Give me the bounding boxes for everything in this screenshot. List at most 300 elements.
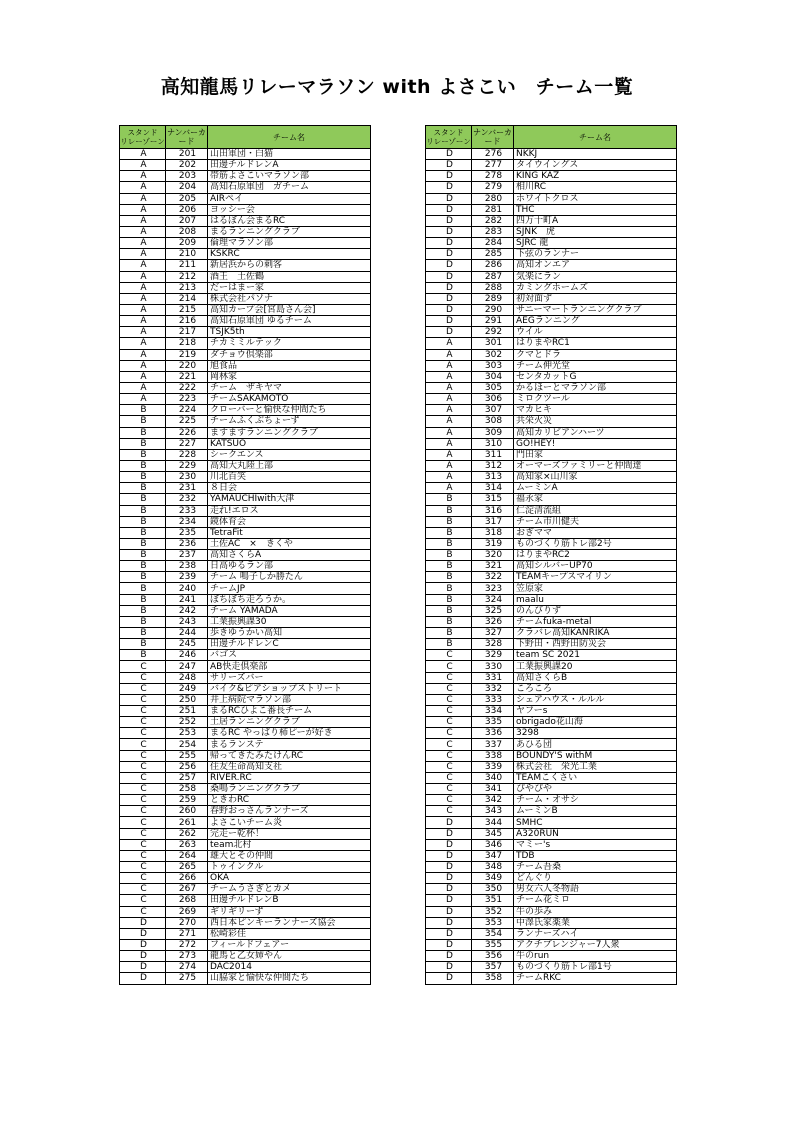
table-row (120, 394, 371, 405)
cell-team: はりまやRC2 (514, 550, 677, 561)
cell-team: 松崎彩佳 (208, 928, 371, 939)
cell-stand: D (426, 906, 472, 917)
cell-stand: B (426, 616, 472, 627)
cell-stand: D (426, 939, 472, 950)
cell-stand: A (120, 204, 166, 215)
cell-team: 3298 (514, 728, 677, 739)
table-row (120, 561, 371, 572)
cell-number: 358 (472, 973, 514, 984)
cell-team: カミングホームズ (514, 282, 677, 293)
cell-stand: C (426, 694, 472, 705)
cell-number: 262 (166, 828, 208, 839)
cell-number: 275 (166, 973, 208, 984)
cell-number: 301 (472, 338, 514, 349)
cell-team: タイウイングス (514, 160, 677, 171)
cell-stand: C (426, 784, 472, 795)
cell-team: 中澤氏家薬業 (514, 917, 677, 928)
cell-team: obrigado花山海 (514, 717, 677, 728)
cell-number: 322 (472, 572, 514, 583)
cell-team: THC (514, 204, 677, 215)
cell-stand: B (120, 583, 166, 594)
cell-number: 213 (166, 282, 208, 293)
cell-number: 239 (166, 572, 208, 583)
cell-number: 309 (472, 427, 514, 438)
cell-stand: C (120, 683, 166, 694)
cell-team: チームうさぎとカメ (208, 884, 371, 895)
cell-team: 岡林家 (208, 371, 371, 382)
cell-stand: A (120, 338, 166, 349)
table-row (426, 817, 677, 828)
cell-team: クラバレ高知KANRIKA (514, 628, 677, 639)
cell-number: 335 (472, 717, 514, 728)
cell-stand: D (426, 293, 472, 304)
cell-stand: C (426, 706, 472, 717)
cell-stand: D (426, 884, 472, 895)
table-row (426, 650, 677, 661)
cell-stand: B (426, 538, 472, 549)
cell-stand: B (120, 505, 166, 516)
cell-team: team北村 (208, 839, 371, 850)
cell-stand: C (120, 839, 166, 850)
cell-number: 276 (472, 149, 514, 160)
table-row (426, 906, 677, 917)
cell-team: 高知石原軍団 ガチーム (208, 182, 371, 193)
cell-stand: B (426, 505, 472, 516)
table-row (426, 204, 677, 215)
cell-number: 253 (166, 728, 208, 739)
column-header-stand: スタンド リレーゾーン (426, 126, 472, 149)
cell-stand: D (426, 193, 472, 204)
table-row (120, 304, 371, 315)
table-row (120, 182, 371, 193)
column-header-stand: スタンド リレーゾーン (120, 126, 166, 149)
cell-team: まるランステ (208, 739, 371, 750)
cell-team: 門田家 (514, 449, 677, 460)
cell-number: 216 (166, 316, 208, 327)
cell-number: 340 (472, 772, 514, 783)
cell-stand: A (426, 438, 472, 449)
cell-team: 気楽にラン (514, 271, 677, 282)
cell-number: 305 (472, 382, 514, 393)
cell-number: 237 (166, 550, 208, 561)
table-row (120, 884, 371, 895)
cell-number: 328 (472, 639, 514, 650)
table-row (120, 639, 371, 650)
table-row (426, 271, 677, 282)
cell-number: 263 (166, 839, 208, 850)
table-row (426, 394, 677, 405)
cell-team: チームふくぶちょーず (208, 416, 371, 427)
cell-team: GO!HEY! (514, 438, 677, 449)
cell-team: 田邊チルドレンC (208, 639, 371, 650)
page-title: 高知龍馬リレーマラソン with よさこい チーム一覧 (160, 76, 634, 98)
cell-stand: A (120, 215, 166, 226)
cell-team: はるぼん会まるRC (208, 215, 371, 226)
cell-stand: C (120, 750, 166, 761)
cell-stand: B (120, 527, 166, 538)
cell-stand: B (120, 483, 166, 494)
cell-stand: C (120, 884, 166, 895)
cell-number: 233 (166, 505, 208, 516)
table-row (426, 182, 677, 193)
table-row (120, 416, 371, 427)
table-row (120, 338, 371, 349)
cell-number: 229 (166, 460, 208, 471)
table-row (120, 360, 371, 371)
cell-team: 土居ランニングクラブ (208, 717, 371, 728)
cell-number: 343 (472, 806, 514, 817)
table-row (426, 371, 677, 382)
cell-number: 271 (166, 928, 208, 939)
cell-stand: C (426, 683, 472, 694)
table-row (120, 728, 371, 739)
cell-number: 310 (472, 438, 514, 449)
cell-number: 330 (472, 661, 514, 672)
cell-team: 牛のrun (514, 951, 677, 962)
cell-number: 236 (166, 538, 208, 549)
cell-stand: C (426, 672, 472, 683)
cell-team: 株式会社パソナ (208, 293, 371, 304)
table-row (120, 405, 371, 416)
cell-number: 354 (472, 928, 514, 939)
cell-team: 歩きゆうかい高知 (208, 628, 371, 639)
table-row (426, 505, 677, 516)
cell-stand: C (120, 806, 166, 817)
cell-number: 336 (472, 728, 514, 739)
table-row (120, 382, 371, 393)
table-row (426, 795, 677, 806)
table-row (120, 784, 371, 795)
cell-team: 株式会社 栄光工業 (514, 761, 677, 772)
table-row (120, 583, 371, 594)
table-row (120, 238, 371, 249)
cell-team: SJNK 虎 (514, 226, 677, 237)
table-row (426, 973, 677, 984)
cell-number: 353 (472, 917, 514, 928)
cell-stand: A (120, 293, 166, 304)
table-row (120, 538, 371, 549)
team-table-right (425, 125, 677, 985)
cell-stand: A (120, 160, 166, 171)
table-row (426, 917, 677, 928)
table-row (426, 672, 677, 683)
cell-number: 288 (472, 282, 514, 293)
cell-team: チーム ザキヤマ (208, 382, 371, 393)
cell-team: OKA (208, 873, 371, 884)
cell-team: ヨッシー会 (208, 204, 371, 215)
cell-stand: B (120, 416, 166, 427)
cell-team: 日高ゆるラン部 (208, 561, 371, 572)
cell-stand: C (120, 850, 166, 861)
cell-stand: C (120, 817, 166, 828)
table-row (120, 449, 371, 460)
cell-number: 289 (472, 293, 514, 304)
cell-number: 284 (472, 238, 514, 249)
cell-stand: B (120, 572, 166, 583)
cell-team: 山脇家と愉快な仲間たち (208, 973, 371, 984)
cell-team: ランナーズハイ (514, 928, 677, 939)
table-row (426, 193, 677, 204)
cell-number: 314 (472, 483, 514, 494)
cell-team: 高知カリビアンハーツ (514, 427, 677, 438)
cell-stand: B (120, 472, 166, 483)
cell-number: 204 (166, 182, 208, 193)
cell-team: KATSUO (208, 438, 371, 449)
table-row (426, 438, 677, 449)
cell-number: 316 (472, 505, 514, 516)
cell-stand: D (426, 160, 472, 171)
cell-number: 291 (472, 316, 514, 327)
table-row (426, 483, 677, 494)
table-row (120, 160, 371, 171)
cell-team: KING KAZ (514, 171, 677, 182)
table-row (426, 149, 677, 160)
cell-team: RIVER.RC (208, 772, 371, 783)
table-row (426, 706, 677, 717)
table-row (426, 472, 677, 483)
cell-stand: B (120, 561, 166, 572)
cell-stand: C (120, 828, 166, 839)
cell-stand: B (120, 438, 166, 449)
cell-team: AB快走倶楽部 (208, 661, 371, 672)
cell-number: 333 (472, 694, 514, 705)
cell-team: 井上病院マラソン部 (208, 694, 371, 705)
table-row (426, 583, 677, 594)
table-row (120, 917, 371, 928)
table-row (120, 282, 371, 293)
cell-number: 281 (472, 204, 514, 215)
cell-stand: C (426, 717, 472, 728)
cell-number: 202 (166, 160, 208, 171)
cell-stand: C (426, 806, 472, 817)
table-row (120, 906, 371, 917)
cell-team: ミロクツール (514, 394, 677, 405)
cell-team: チームSAKAMOTO (208, 394, 371, 405)
table-row (120, 204, 371, 215)
cell-team: かるほーとマラソン部 (514, 382, 677, 393)
table-row (426, 962, 677, 973)
cell-team: ギリギリーず (208, 906, 371, 917)
cell-stand: A (120, 260, 166, 271)
cell-number: 331 (472, 672, 514, 683)
table-row (426, 850, 677, 861)
table-row (426, 561, 677, 572)
cell-number: 273 (166, 951, 208, 962)
cell-number: 313 (472, 472, 514, 483)
cell-stand: A (120, 149, 166, 160)
cell-number: 244 (166, 628, 208, 639)
cell-number: 255 (166, 750, 208, 761)
cell-stand: C (426, 795, 472, 806)
cell-team: 初対面ず (514, 293, 677, 304)
table-row (120, 706, 371, 717)
table-row (120, 672, 371, 683)
cell-team: ますますランニングクラブ (208, 427, 371, 438)
table-row (426, 951, 677, 962)
table-row (426, 160, 677, 171)
cell-stand: A (426, 416, 472, 427)
column-header-team: チーム名 (514, 126, 677, 149)
table-row (120, 527, 371, 538)
table-row (426, 494, 677, 505)
cell-stand: A (426, 394, 472, 405)
cell-stand: C (426, 750, 472, 761)
cell-number: 250 (166, 694, 208, 705)
cell-stand: B (120, 650, 166, 661)
cell-team: 酒王 土佐鶴 (208, 271, 371, 282)
cell-number: 260 (166, 806, 208, 817)
cell-number: 283 (472, 226, 514, 237)
cell-number: 270 (166, 917, 208, 928)
cell-number: 304 (472, 371, 514, 382)
team-table-right-body (426, 149, 677, 985)
cell-number: 337 (472, 739, 514, 750)
table-row (120, 761, 371, 772)
table-row (120, 683, 371, 694)
cell-team: だーはまー家 (208, 282, 371, 293)
cell-number: 209 (166, 238, 208, 249)
cell-stand: C (426, 728, 472, 739)
cell-number: 272 (166, 939, 208, 950)
cell-number: 212 (166, 271, 208, 282)
table-row (120, 327, 371, 338)
cell-stand: B (426, 572, 472, 583)
table-row (426, 405, 677, 416)
cell-number: 249 (166, 683, 208, 694)
cell-number: 269 (166, 906, 208, 917)
cell-stand: B (120, 516, 166, 527)
table-row (426, 226, 677, 237)
cell-stand: A (426, 360, 472, 371)
cell-number: 225 (166, 416, 208, 427)
table-row (120, 605, 371, 616)
cell-stand: D (426, 249, 472, 260)
cell-number: 338 (472, 750, 514, 761)
cell-number: 251 (166, 706, 208, 717)
cell-number: 286 (472, 260, 514, 271)
cell-number: 348 (472, 862, 514, 873)
cell-number: 261 (166, 817, 208, 828)
cell-team: ８日会 (208, 483, 371, 494)
table-row (120, 293, 371, 304)
cell-team: マミー's (514, 839, 677, 850)
cell-stand: B (120, 616, 166, 627)
cell-number: 352 (472, 906, 514, 917)
cell-stand: A (426, 472, 472, 483)
cell-number: 278 (472, 171, 514, 182)
cell-team: センタカットG (514, 371, 677, 382)
table-row (120, 472, 371, 483)
cell-team: ウイル (514, 327, 677, 338)
cell-number: 285 (472, 249, 514, 260)
cell-stand: C (120, 761, 166, 772)
table-row (426, 304, 677, 315)
cell-number: 345 (472, 828, 514, 839)
cell-stand: C (120, 661, 166, 672)
cell-number: 320 (472, 550, 514, 561)
cell-team: 福永家 (514, 494, 677, 505)
cell-team: のんびりず (514, 605, 677, 616)
table-row (120, 193, 371, 204)
cell-team: 新居浜からの刺客 (208, 260, 371, 271)
cell-stand: C (120, 895, 166, 906)
cell-stand: B (120, 605, 166, 616)
table-row (120, 839, 371, 850)
cell-stand: B (120, 405, 166, 416)
cell-team: 走れ!エロス (208, 505, 371, 516)
cell-stand: D (426, 238, 472, 249)
cell-team: ホワイトクロス (514, 193, 677, 204)
cell-stand: A (120, 382, 166, 393)
cell-number: 241 (166, 594, 208, 605)
cell-number: 327 (472, 628, 514, 639)
table-row (426, 316, 677, 327)
cell-team: サニーマートランニングクラブ (514, 304, 677, 315)
cell-stand: B (426, 628, 472, 639)
table-row (426, 772, 677, 783)
cell-stand: A (120, 182, 166, 193)
table-row (426, 349, 677, 360)
cell-number: 227 (166, 438, 208, 449)
cell-stand: D (120, 917, 166, 928)
cell-team: 相川RC (514, 182, 677, 193)
cell-team: ムーミンB (514, 806, 677, 817)
cell-stand: D (120, 951, 166, 962)
cell-team: マカヒキ (514, 405, 677, 416)
cell-stand: A (120, 360, 166, 371)
cell-team: 春野おっさんランナーズ (208, 806, 371, 817)
cell-team: 川北百笑 (208, 472, 371, 483)
table-row (426, 884, 677, 895)
table-row (120, 962, 371, 973)
cell-team: 高知大丸陸上部 (208, 460, 371, 471)
cell-team: 高知シルバーUP70 (514, 561, 677, 572)
cell-stand: D (426, 839, 472, 850)
cell-team: チーム・オサシ (514, 795, 677, 806)
cell-team: チーム吾桑 (514, 862, 677, 873)
cell-number: 324 (472, 594, 514, 605)
cell-stand: D (426, 862, 472, 873)
cell-number: 290 (472, 304, 514, 315)
cell-team: 仁淀清流組 (514, 505, 677, 516)
cell-stand: D (426, 850, 472, 861)
cell-team: まるRC やっぱり柿ピーが好き (208, 728, 371, 739)
cell-number: 211 (166, 260, 208, 271)
team-table-left-body (120, 149, 371, 985)
cell-stand: D (426, 316, 472, 327)
cell-team: team SC 2021 (514, 650, 677, 661)
cell-stand: D (426, 149, 472, 160)
cell-team: フィールドフェアー (208, 939, 371, 950)
cell-stand: A (120, 226, 166, 237)
cell-team: まるランニングクラブ (208, 226, 371, 237)
cell-stand: A (120, 249, 166, 260)
cell-number: 347 (472, 850, 514, 861)
table-row (426, 238, 677, 249)
cell-team: 高知オンエア (514, 260, 677, 271)
cell-stand: D (426, 204, 472, 215)
cell-number: 245 (166, 639, 208, 650)
cell-stand: C (120, 728, 166, 739)
cell-number: 242 (166, 605, 208, 616)
table-row (426, 928, 677, 939)
table-row (120, 550, 371, 561)
cell-stand: D (426, 895, 472, 906)
cell-number: 210 (166, 249, 208, 260)
table-row (120, 249, 371, 260)
cell-number: 307 (472, 405, 514, 416)
table-row (426, 282, 677, 293)
